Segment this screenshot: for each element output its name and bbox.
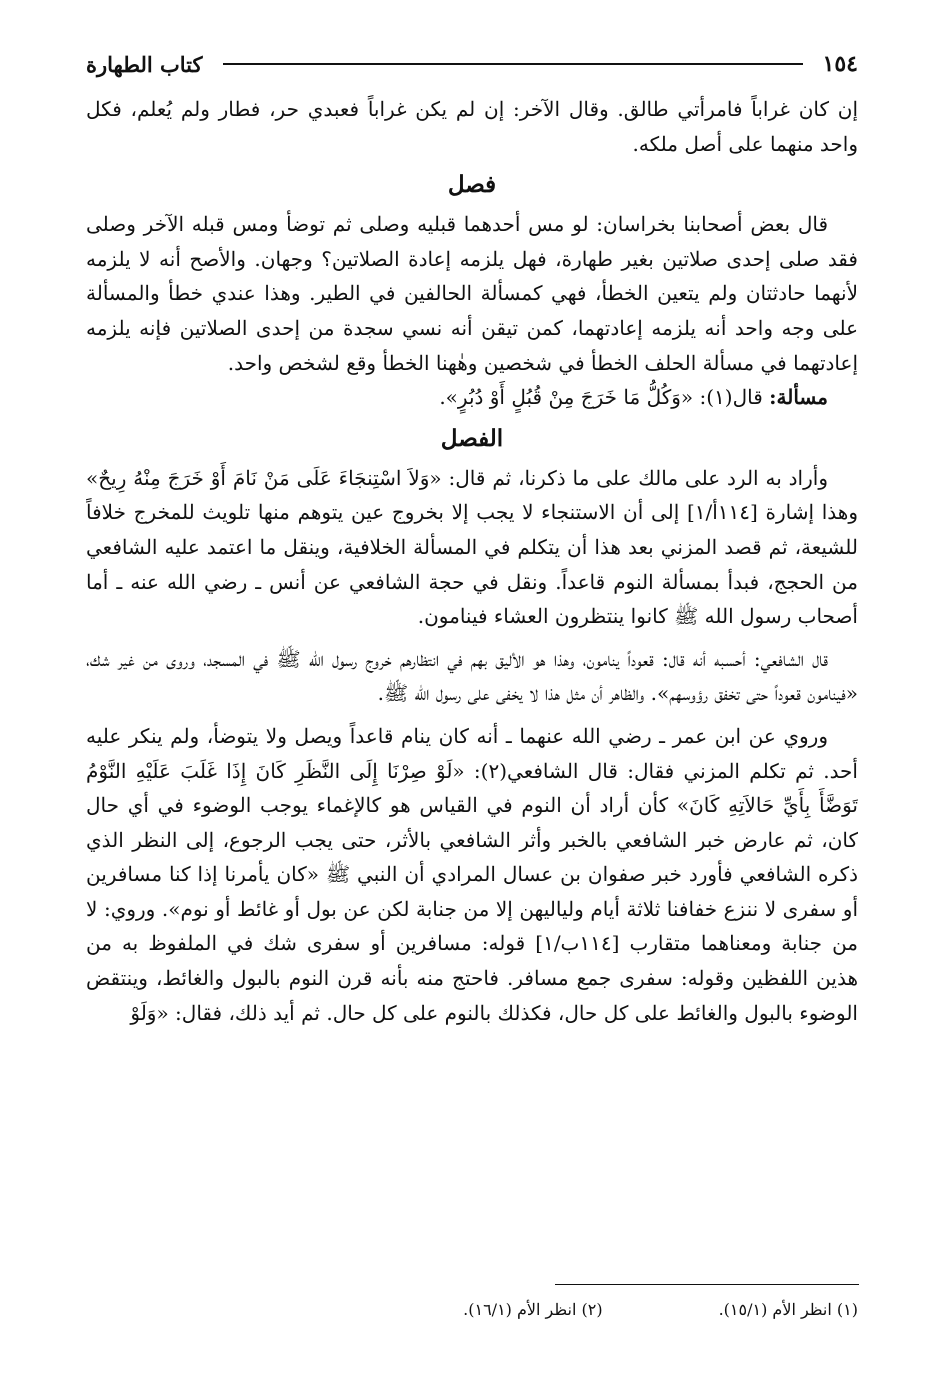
page-body xyxy=(86,92,858,1282)
paragraph-2: قال بعض أصحابنا بخراسان: لو مس أحدهما قبليه وصلى ثم توضأ ومس قبله الآخر وصلى فقد صلى إحدى صلاتين بغير طهارة، فهل يلزمه إعادة الصلاتين؟ وجهان. والأصح أنه لا يلزمه لأنهما حادثتان ولم يتعين الخطأ، فهي كمسألة الحالفين في الطير. وهذا عندي خطأ والمسألة على وجه واحد أنه يلزمه إعادتهما، كمن تيقن أنه نسي سجدة من إحدى الصلاتين فإنه يلزمه إعادتهما في مسألة الحلف الخطأ في شخصين وهٰهنا الخطأ وقع لشخص واحد. xyxy=(86,212,858,375)
paragraph-3: وأراد به الرد على مالك على ما ذكرنا، ثم قال: «وَلاَ اسْتِنجَاءَ عَلَى مَنْ نَامَ أَوْ خَرَجَ مِنْهُ رِيحٌ» وهذا إشارة [١١٤أ/١] إلى أن الاستنجاء لا يجب إلا بخروج عين يتوهم منها تلويث للمخرج خلافاً للشيعة، ثم قصد المزني بعد هذا أن يتكلم في المسألة الخلافية، وينقل ما اعتمد عليه الشافعي من الحجج، فبدأ بمسألة النوم قاعداً. ونقل في حجة الشافعي عن أنس ـ رضي الله عنه ـ أما أصحاب رسول الله ﷺ كانوا ينتظرون العشاء فينامون. xyxy=(86,465,858,629)
section-heading-fasl: فصل xyxy=(447,171,497,199)
footnote-rule xyxy=(555,1284,859,1285)
footnotes xyxy=(86,1300,858,1319)
page-header xyxy=(86,44,858,84)
paragraph-1: إن كان غراباً فامرأتي طالق. وقال الآخر: إن لم يكن غراباً فعبدي حر، فطار ولم يُعلم، فكل واحد منهما على أصل ملكه. xyxy=(86,97,858,156)
page-number: ١٥٤ xyxy=(822,51,858,77)
header-rule xyxy=(223,63,803,65)
masala-paragraph xyxy=(86,380,858,415)
footnote-2: (٢) انظر الأم (١٦/١). xyxy=(463,1300,603,1319)
section-heading-al-fasl: الفصل xyxy=(440,424,504,452)
masala-text: قال(١): «وَكُلُّ مَا خَرَجَ مِنْ قُبُلٍ أَوْ دُبُرٍ». xyxy=(439,385,763,410)
footnote-1: (١) انظر الأم (١٥/١). xyxy=(718,1300,858,1319)
book-title: كتاب الطهارة xyxy=(86,51,203,77)
paragraph-4: قال الشافعي: أحسبه أنه قال: قعوداً ينامون، وهذا هو الأليق بهم في انتظارهم خروج رسول الله ﷺ في المسجد، وروى من غير شك، «فينامون قعوداً حتى تخفق رؤوسهم». والظاهر أن مثل هذا لا يخفى على رسول الله ﷺ. xyxy=(86,646,858,706)
paragraph-5: وروي عن ابن عمر ـ رضي الله عنهما ـ أنه كان ينام قاعداً ويصل ولا يتوضأ، ولم ينكر عليه أحد. ثم تكلم المزني فقال: قال الشافعي(٢): «لَوْ صِرْنَا إِلَى النَّظَرِ كَانَ إِذَا غَلَبَ عَلَيْهِ النَّوْمُ تَوَضَّأَ بِأَيِّ حَالاَتِهِ كَانَ» كأن أراد أن النوم في القياس هو كالإغماء يوجب الوضوء في أي حال كان، ثم عارض خبر الشافعي بالخبر وأثر الشافعي بالأثر، حتى يجب الرجوع، إلى النظر الذي ذكره الشافعي فأورد خبر صفوان بن عسال المرادي أن النبي ﷺ «كان يأمرنا إذا كنا مسافرين أو سفرى لا ننزع خفافنا ثلاثة أيام ولياليهن إلا من جنابة لكن عن بول أو غائط أو نوم». وروي: لا من جنابة ومعناهما متقارب [١١٤ب/١] قوله: مسافرين أو سفرى شك في الملفوظ به من هذين اللفظين وقوله: سفرى جمع مسافر. فاحتج منه بأنه قرن النوم بالبول والغائط، وينتقض الوضوء بالبول والغائط على كل حال، فكذلك بالنوم على كل حال. ثم أيد ذلك، فقال: «وَلَوْ xyxy=(86,723,858,1025)
masala-label: مسألة: xyxy=(769,385,828,410)
